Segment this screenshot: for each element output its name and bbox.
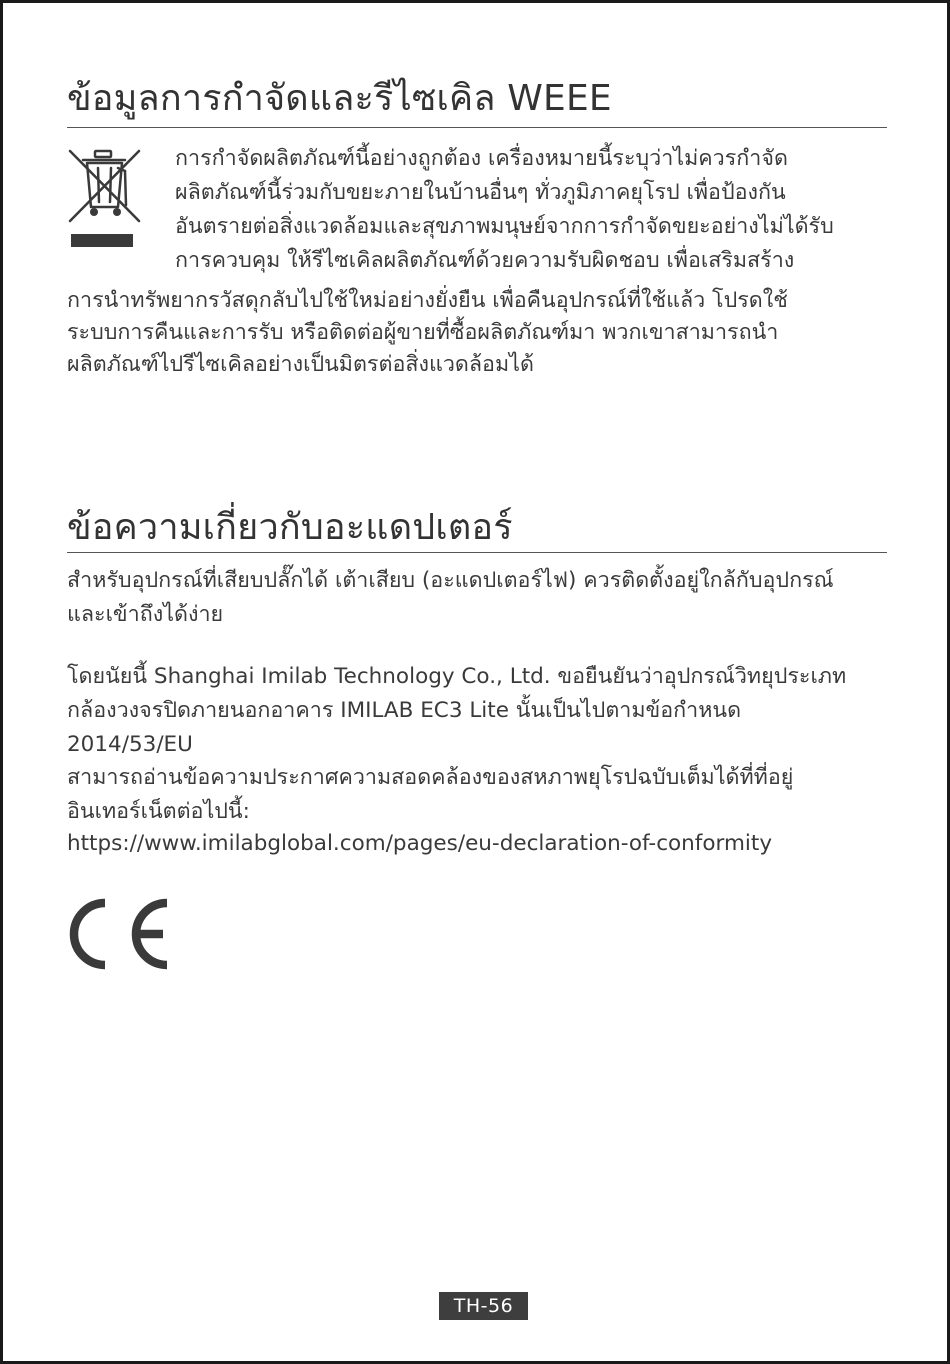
conformity-declaration: โดยนัยนี้ Shanghai Imilab Technology Co., Ltd. ขอยืนยันว่าอุปกรณ์วิทยุประเภท กล้องวงจรปิดภายนอกอาคาร IMILAB EC3 Lite นั้นเป็นไปตามข้อกำหนด 2014/53/EU — [67, 664, 847, 757]
declaration-read-more: สามารถอ่านข้อความประกาศความสอดคล้องของสหภาพยุโรปฉบับเต็มได้ที่ที่อยู่อินเทอร์เน็ตต่อไปนี้: — [67, 765, 794, 824]
weee-title-divider — [67, 127, 887, 128]
adapter-section-title: ข้อความเกี่ยวกับอะแดปเตอร์ — [67, 507, 513, 548]
weee-text-line: ผลิตภัณฑ์ไปรีไซเคิลอย่างเป็นมิตรต่อสิ่งแวดล้อมได้ — [67, 352, 534, 377]
weee-text-line: ระบบการคืนและการรับ หรือติดต่อผู้ขายที่ซื้อผลิตภัณฑ์มา พวกเขาสามารถนำ — [67, 320, 779, 345]
weee-text-line: การนำทรัพยากรวัสดุกลับไปใช้ใหม่อย่างยั่งยืน เพื่อคืนอุปกรณ์ที่ใช้แล้ว โปรดใช้ — [67, 288, 788, 313]
weee-section-title: ข้อมูลการกำจัดและรีไซเคิล WEEE — [67, 78, 612, 119]
adapter-title-divider — [67, 552, 887, 553]
adapter-notice: สำหรับอุปกรณ์ที่เสียบปลั๊กได้ เต้าเสียบ (อะแดปเตอร์ไฟ) ควรติดตั้งอยู่ใกล้กับอุปกรณ์ และเข้าถึงได้ง่าย — [67, 568, 834, 627]
weee-text-line: อันตรายต่อสิ่งแวดล้อมและสุขภาพมนุษย์จากการกำจัดขยะอย่างไม่ได้รับ — [175, 214, 834, 239]
weee-text-line: การกำจัดผลิตภัณฑ์นี้อย่างถูกต้อง เครื่องหมายนี้ระบุว่าไม่ควรกำจัด — [175, 146, 788, 171]
crossed-out-wheelie-bin-icon — [67, 148, 143, 252]
weee-text-line: ผลิตภัณฑ์นี้ร่วมกับขยะภายในบ้านอื่นๆ ทั่วภูมิภาคยุโรป เพื่อป้องกัน — [175, 180, 786, 205]
weee-text-line: การควบคุม ให้รีไซเคิลผลิตภัณฑ์ด้วยความรับผิดชอบ เพื่อเสริมสร้าง — [175, 248, 795, 273]
page-number: TH-56 — [439, 1292, 528, 1320]
ce-mark-icon — [67, 895, 175, 973]
declaration-url[interactable]: https://www.imilabglobal.com/pages/eu-declaration-of-conformity — [67, 831, 773, 856]
